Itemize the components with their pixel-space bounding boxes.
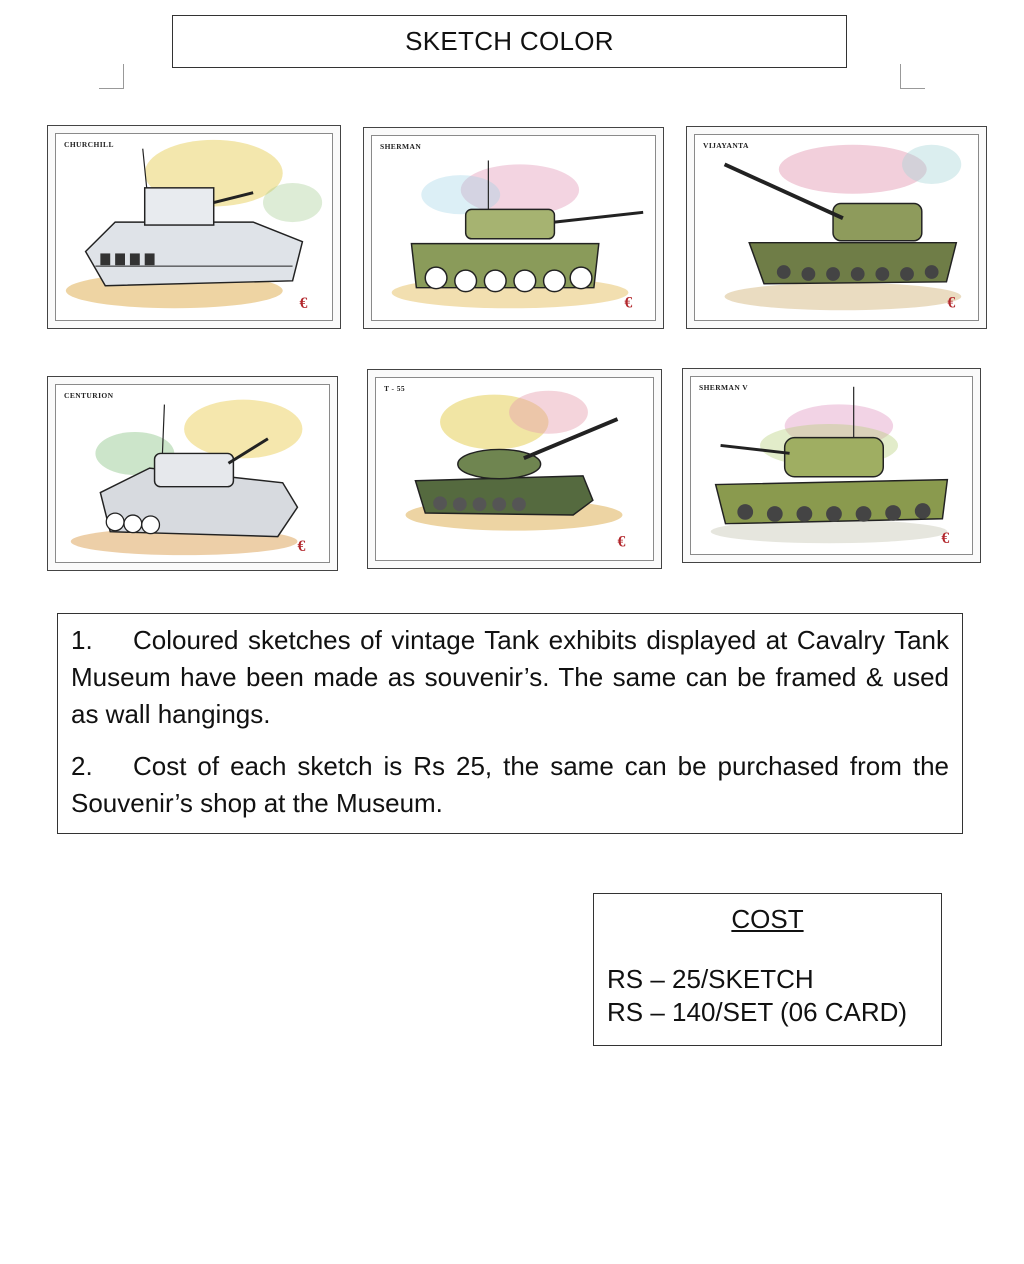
sketch-card-sherman-v xyxy=(682,368,981,563)
crop-mark-right xyxy=(900,64,925,89)
tank-sketch-icon xyxy=(376,378,653,560)
svg-text:€: € xyxy=(617,533,626,551)
item-text: Cost of each sketch is Rs 25, the same can be purchased from the Souvenir’s shop at the Museum. xyxy=(71,751,949,818)
card-label: SHERMAN V xyxy=(699,383,749,392)
sketch-card-frame xyxy=(694,134,979,321)
svg-text:€: € xyxy=(624,294,633,312)
tank-sketch-icon xyxy=(56,134,332,320)
sketch-card-frame xyxy=(55,133,333,321)
card-label: SHERMAN xyxy=(380,142,422,151)
card-label: CENTURION xyxy=(64,391,114,400)
tank-sketch-icon xyxy=(56,385,329,562)
crop-mark-left xyxy=(99,64,124,89)
description-box xyxy=(57,613,963,834)
sketch-card-t55 xyxy=(367,369,662,569)
cost-title: COST xyxy=(731,904,804,934)
page-title: SKETCH COLOR xyxy=(172,15,847,68)
cost-per-sketch: RS – 25/SKETCH xyxy=(607,964,814,994)
svg-text:€: € xyxy=(297,538,306,556)
card-label: CHURCHILL xyxy=(64,140,114,149)
sketch-card-frame xyxy=(55,384,330,563)
sketch-card-centurion xyxy=(47,376,338,571)
description-item-2 xyxy=(71,748,949,822)
tank-sketch-icon xyxy=(372,136,655,320)
svg-text:€: € xyxy=(299,295,308,313)
svg-text:€: € xyxy=(947,294,956,312)
sketch-card-frame xyxy=(690,376,973,555)
sketch-card-sherman xyxy=(363,127,664,329)
card-label: VIJAYANTA xyxy=(703,141,749,150)
svg-text:€: € xyxy=(941,530,950,548)
tank-sketch-icon xyxy=(695,135,978,320)
sketch-card-churchill xyxy=(47,125,341,329)
card-label: T - 55 xyxy=(384,384,406,393)
tank-sketch-icon xyxy=(691,377,972,554)
item-number: 2. xyxy=(71,751,93,781)
description-item-1 xyxy=(71,622,949,733)
sketch-card-frame xyxy=(375,377,654,561)
item-text: Coloured sketches of vintage Tank exhibits displayed at Cavalry Tank Museum have been made as souvenir’s. The same can be framed & used as wall hangings. xyxy=(71,625,949,729)
item-number: 1. xyxy=(71,625,93,655)
cost-per-set: RS – 140/SET (06 CARD) xyxy=(607,997,908,1027)
sketch-card-frame xyxy=(371,135,656,321)
cost-box xyxy=(593,893,942,1046)
sketch-card-vijayanta xyxy=(686,126,987,329)
